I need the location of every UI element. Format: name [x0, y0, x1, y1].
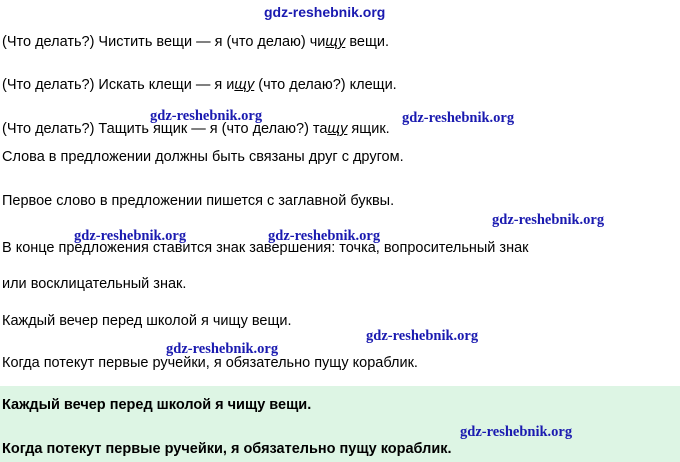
- watermark: gdz-reshebnik.org: [460, 424, 573, 440]
- line-3-underlined: щу: [327, 121, 348, 137]
- watermark: gdz-reshebnik.org: [150, 108, 263, 124]
- line-1-prefix: (Что делать?) Чистить вещи — я (что делаю) чи: [2, 34, 326, 50]
- text-line-8: Каждый вечер перед школой я чищу вещи.: [2, 313, 292, 329]
- line-3-prefix: (Что делать?) Тащить ящик — я (что делаю?) та: [2, 121, 328, 137]
- text-line-1: [2, 33, 389, 51]
- line-2-suffix: (что делаю?) клещи.: [254, 77, 397, 93]
- line-3-suffix: ящик.: [347, 121, 390, 137]
- watermark: gdz-reshebnik.org: [74, 228, 187, 244]
- watermark: gdz-reshebnik.org: [402, 110, 515, 126]
- watermark-top: gdz-reshebnik.org: [264, 4, 386, 20]
- watermark: gdz-reshebnik.org: [268, 228, 381, 244]
- text-line-6: В конце предложения ставится знак завершения: точка, вопросительный знак: [2, 240, 529, 256]
- text-line-9: Когда потекут первые ручейки, я обязательно пущу кораблик.: [2, 355, 418, 371]
- watermark: gdz-reshebnik.org: [166, 341, 279, 357]
- text-line-7: или восклицательный знак.: [2, 276, 187, 292]
- text-line-3: [2, 120, 390, 138]
- line-1-suffix: вещи.: [345, 34, 390, 50]
- highlighted-line-2: Когда потекут первые ручейки, я обязательно пущу кораблик.: [2, 441, 452, 457]
- line-2-underlined: щу: [234, 77, 255, 93]
- text-line-5: Первое слово в предложении пишется с заглавной буквы.: [2, 193, 395, 209]
- text-line-4: Слова в предложении должны быть связаны друг с другом.: [2, 149, 404, 165]
- line-2-prefix: (Что делать?) Искать клещи — я и: [2, 77, 235, 93]
- line-1-underlined: щу: [325, 34, 346, 50]
- highlighted-line-1: Каждый вечер перед школой я чищу вещи.: [2, 397, 312, 413]
- watermark: gdz-reshebnik.org: [366, 328, 479, 344]
- watermark: gdz-reshebnik.org: [492, 212, 605, 228]
- text-line-2: [2, 76, 397, 94]
